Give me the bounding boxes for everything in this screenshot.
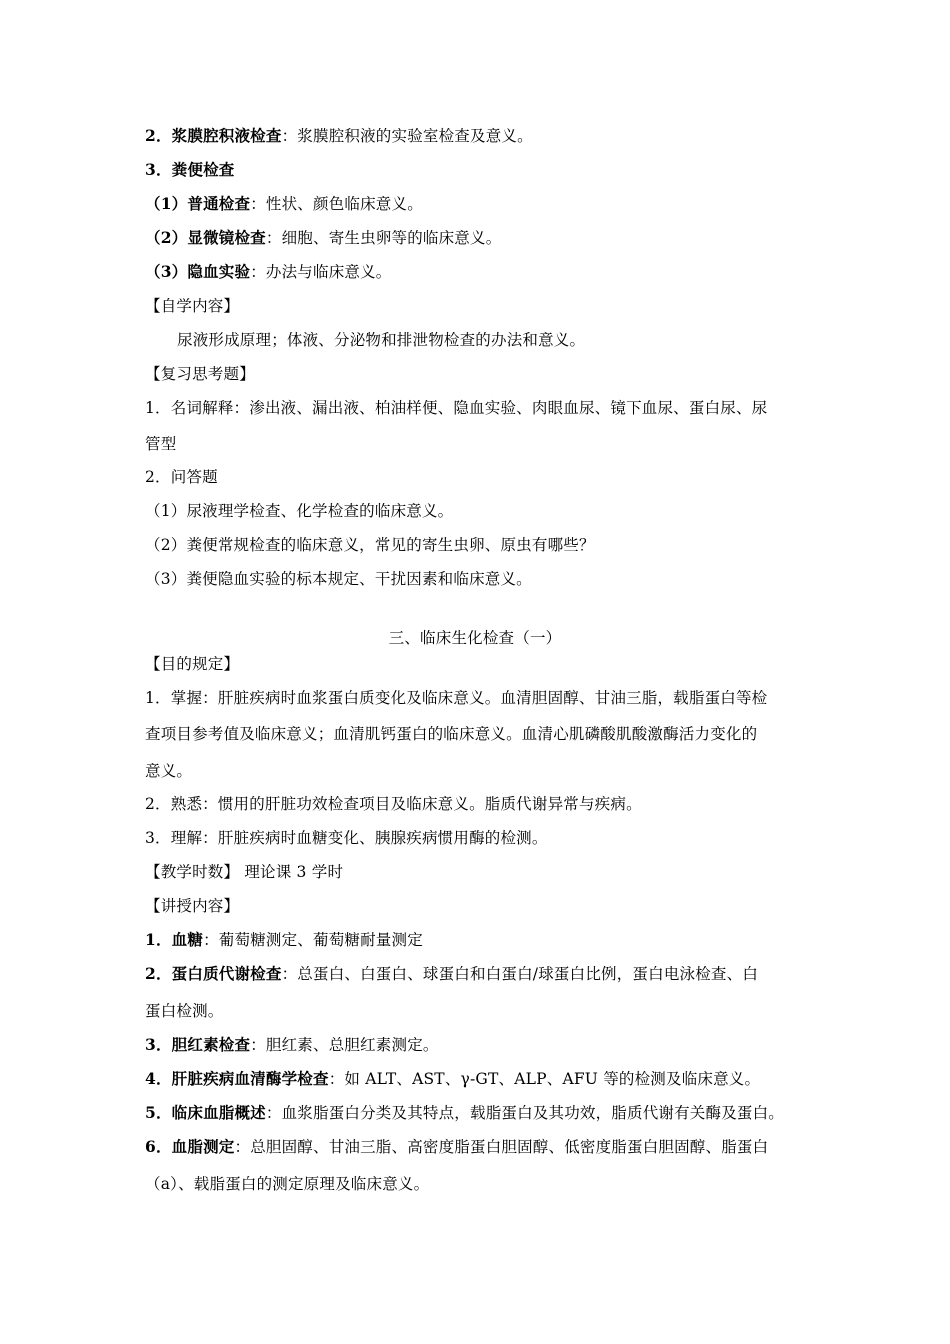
text-line (145, 1136, 768, 1158)
paragraph (177, 329, 585, 351)
line-text: （1）尿液理学检查、化学检查的临床意义。 (145, 502, 454, 520)
bracket-heading (145, 295, 239, 317)
line-text: 三、临床生化检查（一） (388, 629, 562, 647)
text-line (145, 500, 453, 522)
line-heading: 5．临床血脂概述 (145, 1103, 266, 1122)
line-text: 查项目参考值及临床意义；血清肌钙蛋白的临床意义。血清心肌磷酸肌酸激酶活力变化的 (145, 725, 758, 743)
section-heading (145, 159, 235, 181)
text-line (145, 433, 176, 455)
text-line (145, 568, 532, 590)
bracket-heading (145, 895, 239, 917)
text-line (145, 1068, 760, 1090)
text-line (145, 1034, 439, 1056)
line-text: 1．掌握：肝脏疾病时血浆蛋白质变化及临床意义。血清胆固醇、甘油三脂，载脂蛋白等检 (145, 689, 768, 707)
line-text: ：葡萄糖测定、葡萄糖耐量测定 (203, 931, 423, 949)
text-line (145, 687, 767, 709)
text-line (145, 1000, 224, 1022)
text-line (145, 827, 548, 849)
line-text: 意义。 (145, 762, 193, 780)
bracket-heading (145, 861, 343, 883)
line-text: 蛋白检测。 (145, 1002, 224, 1020)
text-line (145, 760, 192, 782)
line-text: ：细胞、寄生虫卵等的临床意义。 (265, 229, 502, 247)
line-text: 1．名词解释：渗出液、漏出液、柏油样便、隐血实验、肉眼血尿、镜下血尿、蛋白尿、尿 (145, 399, 768, 417)
text-line (145, 397, 767, 419)
bracket-heading (145, 653, 239, 675)
line-text: 【目的规定】 (145, 655, 240, 673)
line-text: （2）粪便常规检查的临床意义，常见的寄生虫卵、原虫有哪些？ (145, 536, 595, 554)
line-text: ：总胆固醇、甘油三脂、高密度脂蛋白胆固醇、低密度脂蛋白胆固醇、脂蛋白 (234, 1138, 769, 1156)
line-heading: 1．血糖 (145, 930, 204, 949)
line-heading: 2．蛋白质代谢检查 (145, 964, 282, 983)
line-heading: 3．胆红素检查 (145, 1035, 251, 1054)
line-text: 【讲授内容】 (145, 897, 240, 915)
line-text: ：胆红素、总胆红素测定。 (250, 1036, 439, 1054)
text-line (145, 793, 642, 815)
line-text: 管型 (145, 435, 177, 453)
text-line (145, 227, 501, 249)
text-line (145, 723, 757, 745)
line-text: 【复习思考题】 (145, 365, 255, 383)
text-line (145, 534, 595, 556)
line-text: ：总蛋白、白蛋白、球蛋白和白蛋白/球蛋白比例，蛋白电泳检查、白 (281, 965, 759, 983)
chapter-title (0, 627, 950, 649)
line-text: ：性状、颜色临床意义。 (250, 195, 423, 213)
line-text: ：血浆脂蛋白分类及其特点，载脂蛋白及其功效，脂质代谢有关酶及蛋白。 (265, 1104, 784, 1122)
line-heading: （3）隐血实验 (145, 262, 251, 281)
text-line (145, 929, 423, 951)
line-heading: 4．肝脏疾病血清酶学检查 (145, 1069, 329, 1088)
text-line (145, 261, 392, 283)
line-text: ：如 ALT、AST、γ-GT、ALP、AFU 等的检测及临床意义。 (328, 1070, 761, 1088)
text-line (145, 193, 423, 215)
line-text: 尿液形成原理；体液、分泌物和排泄物检查的办法和意义。 (177, 331, 586, 349)
text-line (145, 1173, 429, 1195)
line-heading: 6．血脂测定 (145, 1137, 235, 1156)
line-text: 2．问答题 (145, 468, 218, 486)
line-text: 2．熟悉：惯用的肝脏功效检查项目及临床意义。脂质代谢异常与疾病。 (145, 795, 642, 813)
line-text: 【自学内容】 (145, 297, 240, 315)
line-text: ：浆膜腔积液的实验室检查及意义。 (281, 127, 533, 145)
line-text: （3）粪便隐血实验的标本规定、干扰因素和临床意义。 (145, 570, 532, 588)
line-text: ：办法与临床意义。 (250, 263, 392, 281)
line-heading: （1）普通检查 (145, 194, 251, 213)
text-line (145, 466, 218, 488)
text-line (145, 125, 533, 147)
text-line (145, 1102, 784, 1124)
line-heading: 3．粪便检查 (145, 160, 235, 179)
line-text: 【教学时数】 理论课 3 学时 (145, 863, 344, 881)
line-heading: 2．浆膜腔积液检查 (145, 126, 282, 145)
line-text: （a）、载脂蛋白的测定原理及临床意义。 (145, 1175, 430, 1193)
text-line (145, 963, 758, 985)
line-heading: （2）显微镜检查 (145, 228, 266, 247)
line-text: 3．理解：肝脏疾病时血糖变化、胰腺疾病惯用酶的检测。 (145, 829, 548, 847)
bracket-heading (145, 363, 255, 385)
